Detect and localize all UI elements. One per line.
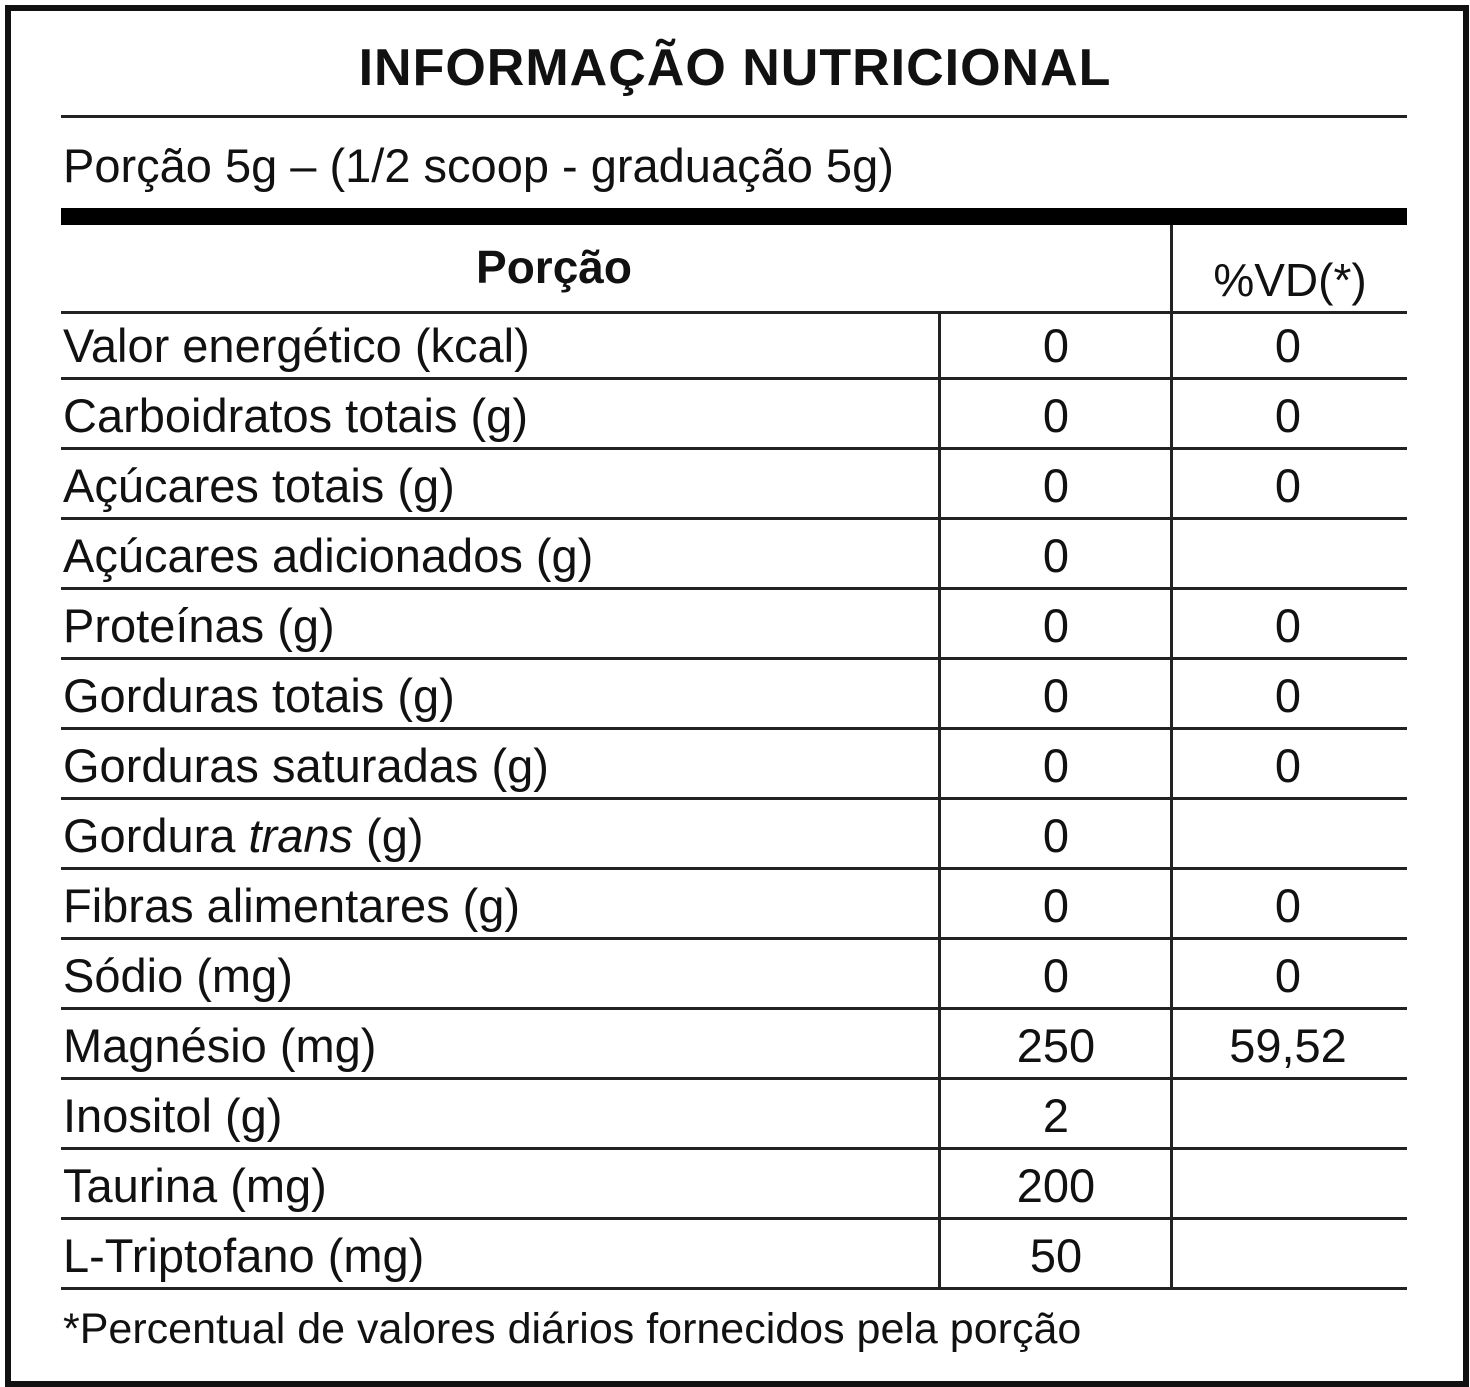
header-portion-label: Porção bbox=[476, 241, 632, 293]
nutrient-name: Taurina (mg) bbox=[63, 1159, 327, 1212]
nutrient-row-taurine bbox=[61, 1153, 1407, 1223]
nutrient-amount: 0 bbox=[1042, 879, 1070, 932]
nutrient-amount: 0 bbox=[1042, 459, 1070, 512]
nutrient-row-fibers bbox=[61, 873, 1407, 943]
divider-thick bbox=[61, 208, 1407, 225]
nutrient-name: Açúcares totais (g) bbox=[63, 459, 455, 512]
nutrient-name-prefix: Gordura bbox=[63, 809, 249, 862]
nutrient-amount: 0 bbox=[1042, 669, 1070, 722]
nutrient-dv bbox=[1172, 1083, 1404, 1153]
header-dv-label: %VD(*) bbox=[1213, 254, 1367, 306]
nutrient-amount: 0 bbox=[1042, 949, 1070, 1002]
nutrient-dv bbox=[1172, 1223, 1404, 1293]
nutrient-row-total-sugars bbox=[61, 453, 1407, 523]
nutrient-dv bbox=[1172, 523, 1404, 593]
nutrient-amount: 0 bbox=[1042, 739, 1070, 792]
portion-text: Porção 5g – (1/2 scoop - graduação 5g) bbox=[63, 139, 894, 192]
nutrient-amount: 0 bbox=[1042, 389, 1070, 442]
nutrient-row-magnesium bbox=[61, 1013, 1407, 1083]
nutrient-name: Gorduras saturadas (g) bbox=[63, 739, 549, 792]
nutrient-dv: 59,52 bbox=[1229, 1019, 1347, 1072]
nutrient-name-italic: trans bbox=[248, 809, 353, 862]
nutrient-row-sodium bbox=[61, 943, 1407, 1013]
nutrient-name: Gorduras totais (g) bbox=[63, 669, 455, 722]
nutrient-dv: 0 bbox=[1274, 319, 1302, 372]
label-title: INFORMAÇÃO NUTRICIONAL bbox=[358, 39, 1112, 97]
nutrient-row-energy bbox=[61, 313, 1407, 383]
nutrient-row-trans-fat bbox=[61, 803, 1407, 873]
divider-top bbox=[61, 115, 1407, 118]
nutrient-row-total-fats bbox=[61, 663, 1407, 733]
nutrient-amount: 0 bbox=[1042, 599, 1070, 652]
nutrient-amount: 50 bbox=[1029, 1229, 1083, 1282]
nutrient-amount: 0 bbox=[1042, 529, 1070, 582]
nutrient-row-l-tryptophan bbox=[61, 1223, 1407, 1293]
nutrient-dv: 0 bbox=[1274, 669, 1302, 722]
nutrient-name: Carboidratos totais (g) bbox=[63, 389, 528, 442]
nutrient-name: Fibras alimentares (g) bbox=[63, 879, 521, 932]
nutrient-name: Magnésio (mg) bbox=[63, 1019, 377, 1072]
nutrient-amount: 200 bbox=[1016, 1159, 1096, 1212]
nutrient-dv bbox=[1172, 803, 1404, 873]
nutrient-name: Inositol (g) bbox=[63, 1089, 283, 1142]
nutrient-amount: 250 bbox=[1016, 1019, 1096, 1072]
nutrient-dv: 0 bbox=[1274, 879, 1302, 932]
nutrient-dv: 0 bbox=[1274, 389, 1302, 442]
nutrient-name: Proteínas (g) bbox=[63, 599, 335, 652]
nutrient-row-inositol bbox=[61, 1083, 1407, 1153]
nutrient-amount: 0 bbox=[1042, 319, 1070, 372]
nutrient-dv: 0 bbox=[1274, 739, 1302, 792]
nutrient-dv: 0 bbox=[1274, 459, 1302, 512]
nutrient-name: Sódio (mg) bbox=[63, 949, 293, 1002]
nutrient-row-saturated-fats bbox=[61, 733, 1407, 803]
nutrient-amount: 2 bbox=[1042, 1089, 1070, 1142]
nutrient-dv: 0 bbox=[1274, 949, 1302, 1002]
nutrient-name: L-Triptofano (mg) bbox=[63, 1229, 425, 1282]
nutrient-name: Açúcares adicionados (g) bbox=[63, 529, 594, 582]
nutrient-dv: 0 bbox=[1274, 599, 1302, 652]
nutrient-row-added-sugars bbox=[61, 523, 1407, 593]
nutrient-row-proteins bbox=[61, 593, 1407, 663]
nutrient-dv bbox=[1172, 1153, 1404, 1223]
footnote: *Percentual de valores diários fornecidos pela porção bbox=[63, 1305, 1082, 1353]
nutrient-name bbox=[63, 803, 423, 873]
nutrient-name: Valor energético (kcal) bbox=[63, 319, 530, 372]
nutrient-amount: 0 bbox=[1042, 809, 1070, 862]
nutrient-row-carbohydrates bbox=[61, 383, 1407, 453]
nutrient-name-suffix: (g) bbox=[352, 809, 424, 862]
